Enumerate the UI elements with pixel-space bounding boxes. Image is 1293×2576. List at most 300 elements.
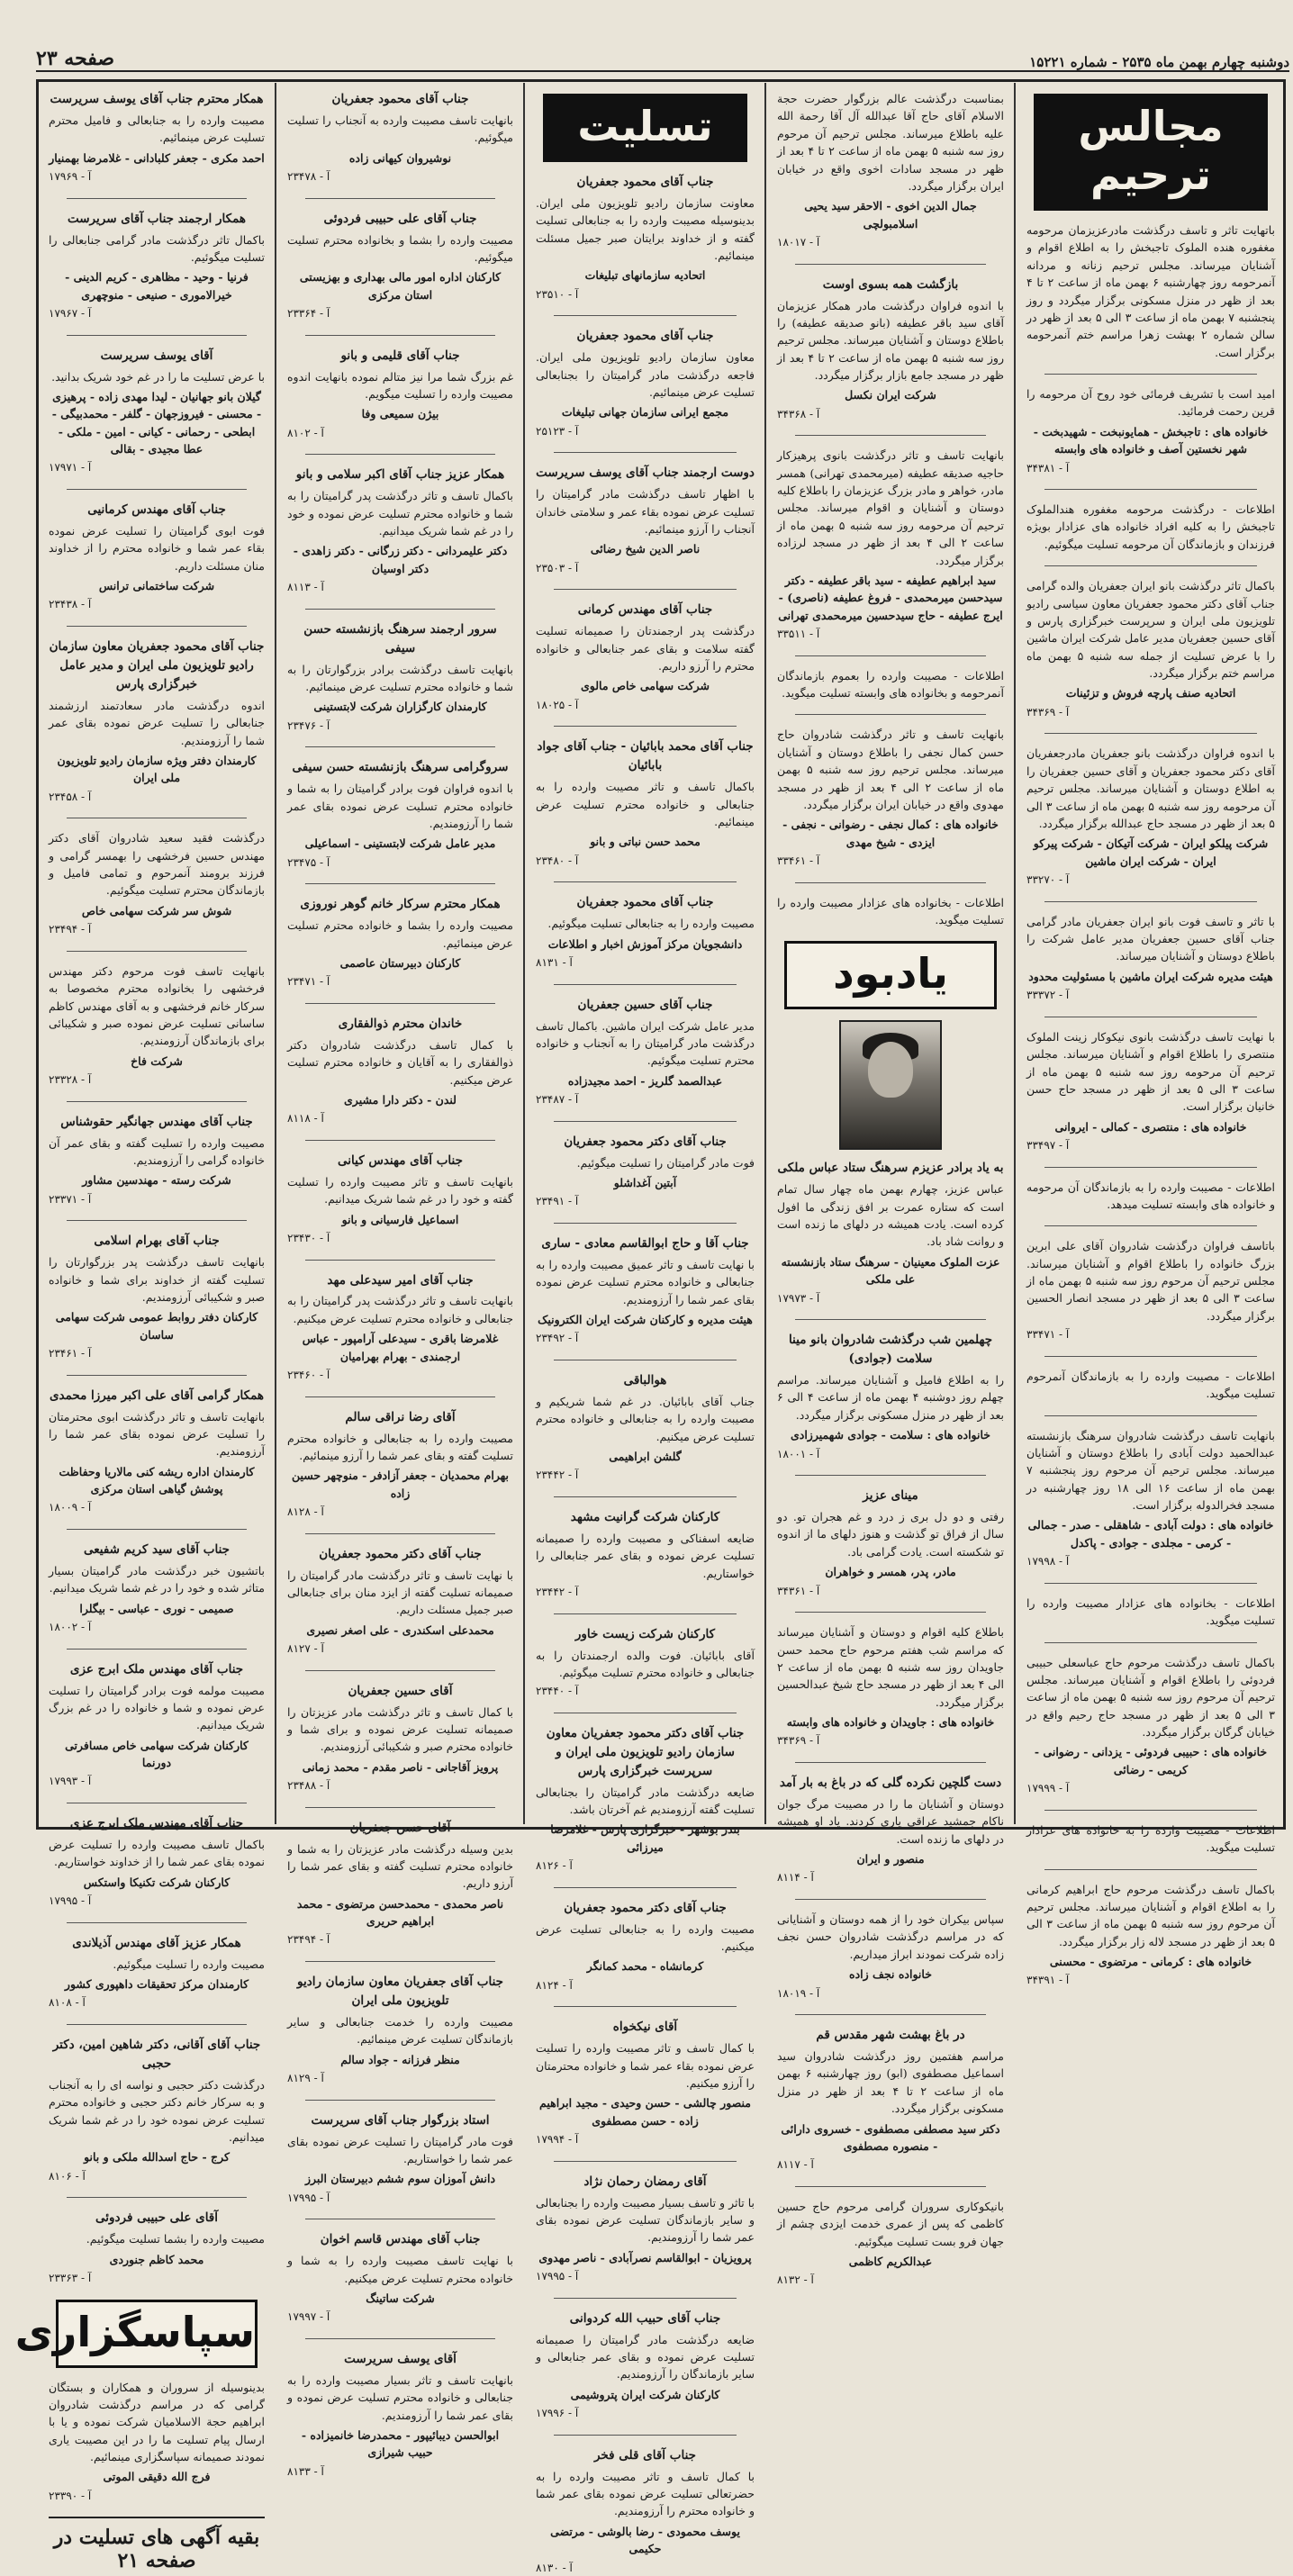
notice-ad-code: آ - ۱۷۹۹۵ <box>536 2270 579 2283</box>
notice <box>287 1545 513 1658</box>
notice-title: مینای عزیز <box>863 1488 918 1504</box>
photo-face <box>868 1042 913 1098</box>
notice-list <box>1026 221 1275 1989</box>
notice-separator <box>305 1670 495 1671</box>
notice-separator <box>554 1223 737 1224</box>
notice-signature: کارمندان کارگزاران شرکت لابتستینی <box>313 700 487 714</box>
notice-separator <box>554 881 737 882</box>
notice <box>536 173 755 303</box>
notice-separator <box>305 883 495 884</box>
notice-body: مدیر عامل شرکت ایران ماشین. باکمال تاسف درگذشت مادر گرامیتان را به آنجناب و خانواده محترم تسلیت میگوئیم. <box>536 1018 755 1068</box>
notice-separator <box>1044 1225 1257 1226</box>
notice-signature: هیئت مدیره و کارکنان شرکت ایران الکترونیک <box>538 1312 753 1326</box>
notice-signature: دکتر سید مصطفی مصطفوی - خسروی دارائی - منصوره مصطفوی <box>781 2121 1000 2153</box>
notice-separator <box>554 1613 737 1614</box>
notice-signature: شرکت رسته - مهندسین مشاور <box>82 1173 231 1188</box>
notice-separator <box>554 1887 737 1888</box>
notice-signature: صمیمی - نوری - عباسی - بیگلرا <box>79 1601 234 1615</box>
notice-signature: کارکنان دبیرستان عاصمی <box>339 955 461 970</box>
notice-separator <box>795 1612 986 1613</box>
notice-ad-code: آ - ۱۷۹۹۶ <box>536 2407 579 2420</box>
notice-separator <box>554 1121 737 1122</box>
notice-separator <box>67 1922 247 1923</box>
notice-signature: ناصر الدین شیخ رضائی <box>590 542 701 556</box>
notice-separator <box>1044 1415 1257 1416</box>
notice-ad-code: آ - ۸۱۰۸ <box>49 1996 86 2010</box>
notice <box>1026 221 1275 361</box>
notice-signature: خانواده های : کمال نجفی - رضوانی - نجفی - ایزدی - شیخ مهدی <box>782 818 999 849</box>
notice-ad-code: آ - ۸۱۲۷ <box>287 1642 324 1656</box>
issue-date-line: دوشنبه چهارم بهمن ماه ۲۵۳۵ - شماره ۱۵۲۲۱ <box>1029 54 1289 70</box>
notice-signature: محمد کاظم جنوردی <box>109 2252 204 2266</box>
notice <box>536 893 755 971</box>
notice <box>49 347 265 476</box>
notice-separator <box>795 1762 986 1763</box>
column-majales-tarhim <box>1017 83 1284 1987</box>
notice-list <box>49 90 265 2287</box>
notice-body: جناب آقای بابائیان. در غم شما شریکیم و مصیبت وارده را به جنابعالی و خانواده محترم تسلیت عرض میکنیم. <box>536 1394 755 1443</box>
notice-ad-code: آ - ۲۳۴۷۸ <box>287 170 330 184</box>
notice <box>536 2018 755 2147</box>
notice-ad-code: آ - ۱۸۰۱۷ <box>777 236 820 249</box>
notice-ad-code: آ - ۲۵۱۲۳ <box>536 424 579 438</box>
notice-body: بانهایت تاسف درگذشت برادر بزرگوارتان را به شما و خانواده محترم تسلیت عرض مینمائیم. <box>287 662 513 693</box>
notice-body: باکمال تاثر درگذشت مادر گرامی جنابعالی را تسلیت میگوئیم. <box>49 232 265 264</box>
notice-separator <box>554 2435 737 2436</box>
notice-separator <box>67 951 247 952</box>
notice <box>536 464 755 576</box>
notice <box>1026 1821 1275 1857</box>
notice-body: اطلاعات - درگذشت مرحومه مغفوره هندالملوک تاجبخش را به کلیه افراد خانواده های عزادار بویژه فرزندان و بازماندگان آن مرحومه تسلیت میگوئیم. <box>1026 502 1275 551</box>
notice-body: دوستان و آشنایان ما را در مصیبت مرگ جوان ناکام جمشید عراقی یاری کردند. یاد او همیشه در دلهای ما زنده است. <box>777 1796 1004 1846</box>
notice-separator <box>67 2024 247 2025</box>
notice <box>536 2309 755 2422</box>
notice <box>536 1133 755 1210</box>
notice-separator <box>795 2014 986 2015</box>
notice-signature: آبتین آغداشلو <box>613 1175 677 1189</box>
notice <box>287 1271 513 1384</box>
notice-title: جناب آقای دکتر محمود جعفریان <box>564 1900 727 1915</box>
notice-title: جناب آقای قلی فخر <box>593 2447 697 2463</box>
notice-signature: بیژن سمیعی وفا <box>361 407 439 421</box>
notice-signature: گلشن ابراهیمی <box>609 1449 682 1463</box>
notice-title: جناب آقای دکتر محمود جعفریان <box>319 1546 482 1561</box>
notice-list <box>287 90 513 2480</box>
notice-body: ضایعه درگذشت مادر گرامیتان را بجنابعالی تسلیت گفته آرزومندیم غم آخرتان باشد. <box>536 1785 755 1816</box>
notice-signature: ابوالحسن دیبائیپور - محمدرضا خانمیزاده - حبیب شیرازی <box>301 2427 500 2460</box>
notice <box>536 1508 755 1601</box>
notice-ad-code: آ - ۸۱۳۱ <box>536 956 573 970</box>
notice-signature: شوش سر شرکت سهامی خاص <box>81 903 232 917</box>
notice-title: جناب آقای قلیمی و بانو <box>340 348 460 363</box>
notice-body: باتاسف فراوان درگذشت شادروان آقای علی ابرین بزرگ خانواده را باطلاع اقوام و آشنایان میرساند. مجلس ترحیم آن مرحوم روز سه شنبه ۵ بهمن ماه از ساعت ۳ الی ۵ بعد از ظهر در مسجد انصار الحسین برگزار میگردد. <box>1026 1239 1275 1323</box>
column-tasliyat-3 <box>14 83 274 2573</box>
notice-separator <box>67 198 247 199</box>
notice-separator <box>67 489 247 490</box>
section-heading-yadbood: یادبود <box>784 941 997 1009</box>
notice <box>536 601 755 713</box>
notice-ad-code: آ - ۳۴۳۶۹ <box>777 1734 820 1748</box>
notice-ad-code: آ - ۱۷۹۹۸ <box>1026 1555 1070 1568</box>
notice-title: دوست ارجمند جناب آقای یوسف سریرست <box>536 465 755 481</box>
notice <box>1026 913 1275 1004</box>
notice-separator <box>305 335 495 336</box>
notice-body: با عرض تسلیت ما را در غم خود شریک بدانید. <box>51 369 265 384</box>
notice <box>49 90 265 185</box>
notice-body: را به اطلاع فامیل و آشنایان میرساند. مراسم چهلم روز دوشنبه ۴ بهمن ماه از ساعت ۴ الی ۶ بعد از ظهر در منزل مسکونی برگزار میگردد. <box>777 1373 1004 1422</box>
notice <box>49 1387 265 1516</box>
notice-ad-code: آ - ۳۴۳۶۱ <box>777 1584 820 1597</box>
notice-title: آقای حسین جعفریان <box>348 1683 453 1698</box>
notice-body: با نهایت تاسف مصیبت وارده را به شما و خانواده محترم تسلیت عرض میکنیم. <box>287 2254 513 2285</box>
notice-body: درگذشت دکتر حجبی و نواسه ای را به آنجناب و به سرکار خانم دکتر حجبی و خانواده محترم تسلیت عرض نموده خود را در غم شما شریک میدانیم. <box>49 2077 265 2144</box>
notice-signature: کرج - حاج اسدالله ملکی و بانو <box>84 2150 230 2165</box>
notice <box>777 447 1004 642</box>
notice <box>1026 745 1275 888</box>
notice-body: با اظهار تاسف درگذشت مادر گرامیتان را تسلیت عرض نموده بقاء عمر و سلامتی خاندان آنجناب را آرزو مینمائیم. <box>536 487 755 537</box>
notice-ad-code: آ - ۲۳۵۱۰ <box>536 287 579 301</box>
page-number: صفحه ۲۳ <box>36 47 115 70</box>
notice-ad-code: آ - ۲۳۴۸۰ <box>536 854 579 867</box>
notice-signature: خانواده های : منتصری - کمالی - ایروانی <box>1054 1119 1247 1134</box>
notice <box>777 1774 1004 1886</box>
notice-signature: کارمندان اداره ریشه کنی مالاریا وحفاظت پوشش گیاهی استان مرکزی <box>59 1464 255 1496</box>
notice-body: مصیبت وارده را تسلیت میگوئیم. <box>113 1957 265 1971</box>
column-tarhim-yadbood <box>768 83 1013 2287</box>
notice-body: با تاثر و تاسف فوت بانو ایران جعفریان مادر گرامی جناب آقای حسین جعفریان مدیر عامل شرکت را باطلاع دوستان و آشنایان میرساند. <box>1026 914 1275 963</box>
notice-body: بانهایت تاسف و تاثر مصیبت وارده را تسلیت گفته و خود را در غم شما شریک میدانیم. <box>287 1174 513 1207</box>
column-tasliyat-2 <box>278 83 522 2478</box>
notice-separator <box>1044 1356 1257 1357</box>
notice-body: مصیبت مولمه فوت برادر گرامیتان را تسلیت عرض نموده و شما و خانواده را در غم بزرگ شریک میدانیم. <box>49 1683 265 1732</box>
notice-title: جناب آقای علی حبیبی فردوئی <box>323 211 477 226</box>
notice-separator <box>305 1140 495 1141</box>
notice-separator <box>554 315 737 316</box>
notice-ad-code: آ - ۲۳۴۵۸ <box>49 790 92 803</box>
notice <box>1026 1179 1275 1214</box>
notice-separator <box>67 335 247 336</box>
notice-ad-code: آ - ۳۳۳۷۲ <box>1026 989 1070 1002</box>
notice-body: فوت ابوی گرامیتان را تسلیت عرض نموده بقاء عمر شما و خانواده محترم را از خداوند منان مسئلت داریم. <box>49 523 265 573</box>
notice-signature: سید ابراهیم عطیفه - سید باقر عطیفه - دکتر سیدحسن میرمحمدی - فروغ عطیفه (ناصری) - ایرج عطیفه - حاج سیدحسین میرمحمدی تهرانی <box>778 573 1003 622</box>
notice <box>536 1899 755 1994</box>
notice-title: جناب آقای مهندس قاسم اخوان <box>320 2232 481 2247</box>
notice <box>1026 1368 1275 1403</box>
notice-title: جناب آقای مهندس کرمانی <box>577 602 713 618</box>
notice-ad-code: آ - ۲۳۴۷۱ <box>287 975 330 989</box>
notice-signature: محمد حسن نباتی و بانو <box>590 835 701 849</box>
notice-ad-code: آ - ۱۸۰۰۹ <box>49 1501 92 1514</box>
notice-title: در باغ بهشت شهر مقدس قم <box>816 2028 965 2043</box>
notice-title: آقای نیکخواه <box>612 2020 678 2035</box>
notice-signature: شرکت فاخ <box>131 1053 183 1068</box>
notice-separator <box>554 2006 737 2007</box>
notice-separator <box>795 264 986 265</box>
notice-signature: نوشیروان کیهانی زاده <box>348 150 452 165</box>
notice <box>536 996 755 1108</box>
notice-title: آقای حسن جعفریان <box>349 1820 451 1835</box>
notice-separator <box>305 2100 495 2101</box>
notice <box>49 637 265 805</box>
notice-body: اطلاعات - مصیبت وارده را به خانواده های عزادار تسلیت میگوید. <box>1026 1822 1275 1855</box>
notice-body: با نهایت تاسف و تاثر عمیق مصیبت وارده را به جنابعالی و خانواده محترم تسلیت عرض نموده بقای عمر شما را آرزومندیم. <box>536 1257 755 1306</box>
notice-body: بانهایت تاسف درگذشت پدر بزرگوارتان را تسلیت گفته از خداوند برای شما و خانواده صبر و شکیبائی آرزومندیم. <box>49 1255 265 1304</box>
notice-title: سروگرامی سرهنگ بازنشسته حسن سیفی <box>292 760 509 775</box>
notice-body: باکمال تاسف مصیبت وارده را تسلیت عرض نموده بقای عمر شما را از خداوند خواستاریم. <box>49 1837 265 1869</box>
notice-body: بانهایت تاسف فوت مرحوم دکتر مهندس فرخشهی را بخانواده محترم مخصوصا به سرکار خانم فرخشهی و به آقای مهندس کاظم ساسانی تسلیت عرض نموده صبر و شکیبائی برای بازماندگان آرزومندیم. <box>49 963 265 1048</box>
masthead <box>36 34 1289 72</box>
notice-body: اطلاعات - بخانواده های عزادار مصیبت وارده را تسلیت میگوید. <box>1026 1595 1275 1628</box>
notice-ad-code: آ - ۲۳۳۷۱ <box>49 1192 92 1206</box>
notice-title: چهلمین شب درگذشت شادروان بانو مینا سلامت (جوادی) <box>788 1333 993 1367</box>
notice-separator <box>795 655 986 656</box>
notice-separator <box>67 1220 247 1221</box>
notice-separator <box>305 1260 495 1261</box>
notice-body: با کمال تاسف و تاثر مصیبت وارده را به حضرتعالی تسلیت عرض نموده بقای عمر شما و خانواده محترم را آرزومندیم. <box>536 2469 755 2518</box>
notice-ad-code: آ - ۲۳۴۸۸ <box>287 1779 330 1793</box>
notice <box>287 620 513 735</box>
notice-separator <box>795 1319 986 1320</box>
notice-separator <box>67 1375 247 1376</box>
notice-ad-code: آ - ۱۸۰۱۹ <box>777 1986 820 2000</box>
notice-ad-code: آ - ۳۳۴۹۷ <box>1026 1139 1070 1152</box>
notice-signature: عبدالصمد گلریز - احمد مجیدزاده <box>567 1073 723 1088</box>
thanks-code: آ - ۲۳۳۹۰ <box>49 2489 92 2502</box>
notice <box>49 1541 265 1636</box>
notice-body: بانهایت تاسف و تاثر درگذشت بانوی پرهیزکار حاجیه صدیقه عطیفه (میرمحمدی تهرانی) همسر مادر، خواهر و مادر بزرگ عزیزمان را باطلاع کلیه دوستان و آشنایان و اقوام میرساند. مجلس ترحیم آن مرحومه روز سه شنبه ۵ بهمن ماه از ساعت ۲ الی ۴ بعد از ظهر در مسجد لرزاده برگزار میگردد. <box>777 448 1004 567</box>
notice-signature: کارکنان اداره امور مالی بهداری و بهزیستی استان مرکزی <box>299 270 502 302</box>
notice <box>777 1159 1004 1306</box>
notice-separator <box>795 714 986 715</box>
section-heading-sepasgozari: سپاسگزاری <box>56 2300 258 2368</box>
notice-signature: مادر، پدر، همسر و خواهران <box>825 1565 956 1579</box>
notice-body: سپاس بیکران خود را از همه دوستان و آشنایانی که در مراسم درگذشت شادروان حسن نجف زاده شرکت نمودند ابراز میداریم. <box>777 1912 1004 1961</box>
notice-ad-code: آ - ۸۱۲۸ <box>287 1505 324 1518</box>
notice-list <box>777 90 1004 928</box>
notice-title: به یاد برادر عزیزم سرهنگ ستاد عباس ملکی <box>777 1161 1004 1176</box>
notice-signature: یوسف محمودی - رضا بالوشی - مرتضی حکیمی <box>550 2524 740 2556</box>
notice-signature: خانواده های : جاویدان و خانواده های وابسته <box>786 1715 995 1730</box>
notice-ad-code: آ - ۲۳۴۴۲ <box>536 1469 579 1482</box>
notice-title: جناب آقای محمد بابائیان - جناب آقای جواد بابائیان <box>537 739 754 773</box>
notice-title: جناب آقای دکتر محمود جعفریان <box>564 1134 727 1149</box>
notice <box>1026 1237 1275 1342</box>
notice-body: مصیبت وارده را به جنابعالی و فامیل محترم تسلیت عرض مینمائیم. <box>49 113 265 145</box>
notice-separator <box>795 882 986 883</box>
notice-title: همکار محترم سرکار خانم گوهر نوروزی <box>300 897 501 912</box>
notice <box>287 347 513 442</box>
notice-body: مصیبت وارده را به جنابعالی تسلیت میگوئیم. <box>547 917 755 931</box>
notice-signature: خانواده های : دولت آبادی - شاهقلی - صدر - جمالی - کرمی - مجلدی - جوادی - پاکدل <box>1027 1518 1274 1550</box>
notice <box>287 90 513 185</box>
notice-separator <box>1044 565 1257 566</box>
notice-ad-code: آ - ۲۳۴۶۰ <box>287 1368 330 1381</box>
notice-ad-code: آ - ۸۱۱۴ <box>777 1871 814 1885</box>
notice-ad-code: آ - ۳۴۳۶۹ <box>1026 705 1070 719</box>
notice <box>49 2036 265 2184</box>
thanks-notice <box>49 2379 265 2505</box>
notice <box>287 758 513 871</box>
notice <box>1026 385 1275 476</box>
notice-body: مراسم هفتمین روز درگذشت شادروان سید اسماعیل مصطفوی (ابو) روز چهارشنبه ۶ بهمن ماه از ساعت ۲ تا ۴ بعد از ظهر در منزل مسکونی برگزار میگردد. <box>777 2049 1005 2116</box>
notice-signature: شرکت سهامی خاص مالوی <box>580 679 710 693</box>
notice-title: همکار محترم جناب آقای یوسف سریرست <box>50 92 264 106</box>
notice-body: اندوه درگذشت مادر سعادتمند ارزشمند جنابعالی را تسلیت عرض نموده بقای عمر شما را آرزومندیم. <box>49 698 265 747</box>
notice-signature: اتحادیه سازمانهای تبلیغات <box>584 268 706 283</box>
notice-ad-code: آ - ۲۳۴۳۸ <box>49 598 92 611</box>
notice-ad-code: آ - ۱۷۹۷۳ <box>777 1291 820 1305</box>
notice-title: جناب آقای دکتر محمود جعفریان معاون سازمان رادیو تلویزیون ملی ایران و سرپرست خبرگزاری پارس <box>546 1725 745 1778</box>
notice-title: آقای یوسف سریرست <box>100 348 213 363</box>
notice-ad-code: آ - ۲۳۴۴۰ <box>536 1685 579 1698</box>
notice-separator <box>554 2298 737 2299</box>
notice-separator <box>554 726 737 727</box>
notice-signature: گیلان بانو جهانیان - لیدا مهدی زاده - پرهیزی - محسنی - فیروزجهان - گلفر - محمدبیگی - ابطحی - رحمانی - کیانی - امین - ملکی - عطا مجیدی - بقالی <box>51 389 262 456</box>
notice-ad-code: آ - ۸۱۱۷ <box>777 2158 814 2172</box>
notice-separator <box>1044 1810 1257 1811</box>
notice-body: مصیبت وارده را بشما و خانواده محترم تسلیت عرض مینمائیم. <box>287 918 513 950</box>
notice-separator <box>305 746 495 747</box>
notice <box>777 1487 1004 1599</box>
notice-signature: کارمندان مرکز تحقیقات داهپوری کشور <box>64 1977 249 1991</box>
notice <box>49 1232 265 1361</box>
notice-ad-code: آ - ۲۳۳۲۸ <box>49 1073 92 1087</box>
notice <box>287 1152 513 1247</box>
notice-signature: منظر فرزانه - جواد سالم <box>340 2052 460 2066</box>
notice-separator <box>1044 1869 1257 1870</box>
notice-signature: جمال الدین اخوی - الاحقر سید یحیی اسلامبولچی <box>804 199 977 230</box>
notice-separator <box>305 1533 495 1534</box>
notice-signature: کارکنان شرکت تکنیکا واستکس <box>83 1875 231 1889</box>
notice-signature: بهرام محمدیان - جعفر آزادفر - منوچهر حسین زاده <box>291 1469 510 1500</box>
notice-body: باتهایت تاثر و تاسف درگذشت مادرعزیزمان مرحومه مغفوره هنده الملوک تاجبخش را به اطلاع اقوام و آشنایان میرساند. مجلس ترحیم زنانه و مردانه آنمرحومه روز چهارشنبه ۶ بهمن ماه از ساعت ۲ تا ۴ بعد از ظهر در منزل مسکونی برگزار میگردد و روز پنجشنبه ۷ بهمن ماه از ساعت ۳ الی ۵ بعد از ظهر در سالن شماره ۲ بهشت زهرا مراسم ختم آنمرحومه برگزار است. <box>1026 223 1275 359</box>
column-divider <box>275 83 276 1824</box>
notice-separator <box>305 198 495 199</box>
notice <box>777 894 1004 929</box>
notice-separator <box>305 454 495 455</box>
notice-list <box>536 173 755 2576</box>
notice <box>1026 1427 1275 1570</box>
notice-ad-code: آ - ۱۷۹۹۹ <box>1026 1782 1070 1795</box>
column-divider <box>1014 83 1016 1824</box>
notice-body: باطلاع کلیه اقوام و دوستان و آشنایان میرساند که مراسم شب هفتم مرحوم حاج محمد حسن جاویدان روز سه شنبه ۵ بهمن ماه از ساعت ۲ الی ۴ بعد از ظهر در مسجد حاج شیخ عبدالحسین برگزار میگردد. <box>777 1625 1004 1709</box>
notice <box>536 327 755 439</box>
notice-ad-code: آ - ۸۱۳۲ <box>777 2273 814 2287</box>
notice-signature: مدیر عامل شرکت لابتستینی - اسماعیلی <box>304 836 496 851</box>
notice-signature: شرکت پیلکو ایران - شرکت آتیکان - شرکت پیرکو ایران - شرکت ایران ماشین <box>1033 836 1269 868</box>
notice <box>287 2350 513 2480</box>
notice-separator <box>67 1649 247 1650</box>
notice-body: مصیبت وارده را به جنابعالی و خانواده محترم تسلیت گفته و بقای عمر شما را آرزو مینمائیم. <box>287 1431 513 1462</box>
notice-separator <box>305 609 495 610</box>
thanks-signature: فرج الله دقیقی الموتی <box>103 2470 211 2484</box>
notice-body: فوت مادر گرامیتان را تسلیت میگوئیم. <box>576 1155 755 1170</box>
notice-title: جناب آقای مهندس ملک ابرج عزی <box>69 1816 244 1831</box>
notice-signature: خانواده های : کرمانی - مرتضوی - محسنی <box>1049 1955 1252 1968</box>
notice-ad-code: آ - ۲۳۴۹۲ <box>536 1332 579 1345</box>
notice-signature: اسماعیل فارسیانی و بانو <box>341 1212 459 1226</box>
notice-separator <box>305 1961 495 1962</box>
notice <box>777 1331 1004 1462</box>
notice-body: باکمال تاسف و تاثر درگذشت پدر گرامیتان را به شما و خانواده محترم تسلیت عرض نموده و خود را در غم شما شریک میدانیم. <box>287 489 513 538</box>
section-heading-majales-tarhim: مجالس ترحیم <box>1034 94 1268 211</box>
notice-title: کارکنان شرکت گرانیت مشهد <box>570 1509 720 1524</box>
notice-title: آقای یوسف سریرست <box>344 2351 457 2366</box>
notice-signature: لندن - دکتر دارا مشیری <box>344 1092 457 1107</box>
notice-separator <box>1044 901 1257 902</box>
notice <box>287 1819 513 1948</box>
notice-title: همکار ارجمند جناب آقای سریرست <box>67 211 247 226</box>
notice-list <box>777 1159 1004 2289</box>
notice-ad-code: آ - ۱۷۹۶۹ <box>49 170 92 184</box>
notice <box>1026 1654 1275 1797</box>
notice-ad-code: آ - ۸۱۰۶ <box>49 2169 86 2183</box>
notice-ad-code: آ - ۱۷۹۷۱ <box>49 461 92 475</box>
notice-signature: عبدالکریم کاظمی <box>848 2254 933 2268</box>
notice-signature: اتحادیه صنف پارچه فروش و تزئینات <box>1065 686 1236 700</box>
notice <box>49 829 265 937</box>
notice-ad-code: آ - ۸۱۳۰ <box>536 2561 573 2574</box>
notice-title: جناب آقای مهندس کیانی <box>338 1152 463 1168</box>
notice-body: با نهایت تاسف درگذشت بانوی نیکوکار زینت الملوک منتصری را باطلاع اقوام و آشنایان میرساند. مجلس ترحیم آن مرحومه روز سه شنبه ۵ بهمن ماه از ساعت ۳ الی ۵ بعد از ظهر در مسجد حاج حسن خانیان برگزار است. <box>1026 1029 1275 1114</box>
notice-title: جناب آقای جعفریان معاون سازمان رادیو تلویزیون ملی ایران <box>296 1975 504 2008</box>
notice <box>1026 1881 1275 1989</box>
notice <box>536 1625 755 1700</box>
notice-body: بانهایت تاسف و تاثر بسیار مصیبت وارده را به جنابعالی و خانواده محترم تسلیت عرض نموده و بقای عمر شما را آرزومندیم. <box>287 2373 513 2422</box>
notice-ad-code: آ - ۳۴۳۸۱ <box>1026 461 1070 475</box>
notice-ad-code: آ - ۲۳۴۴۲ <box>536 1586 579 1598</box>
notice-ad-code: آ - ۳۳۴۶۱ <box>777 854 820 868</box>
notice-separator <box>1044 1167 1257 1168</box>
notice-title: جناب آقای آقانی، دکتر شاهین امین، دکتر حجبی <box>52 2037 261 2071</box>
notice-body: با کمال تاسف درگذشت شادروان دکتر ذوالفقاری را به آقایان و خانواده محترم تسلیت عرض میکنیم. <box>287 1037 513 1087</box>
notice-ad-code: آ - ۲۳۴۹۱ <box>536 1195 579 1208</box>
notice-title: جناب آقای سید کریم شفیعی <box>84 1542 230 1558</box>
notice-title: جناب آقای بهرام اسلامی <box>94 1234 220 1249</box>
notice-separator <box>554 589 737 590</box>
notice-body: بانهایت تاسف مصیبت وارده به آنجناب را تسلیت میگوئیم. <box>287 113 513 145</box>
notice-signature: دانشجویان مرکز آموزش اخبار و اطلاعات <box>547 936 743 951</box>
notice <box>536 2173 755 2285</box>
notice-ad-code: آ - ۸۱۱۳ <box>287 581 324 594</box>
notice-body: با کمال تاسف و تاثر درگذشت مادر عزیزتان را صمیمانه تسلیت عرض نموده و برای شما و خانواده محترم صبر و شکیبائی آرزومندیم. <box>287 1704 513 1754</box>
notice-title: جناب آقای امیر سیدعلی مهد <box>327 1272 474 1288</box>
notice-title: جناب آقای مهندس جهانگیر حقوشناس <box>60 1114 253 1129</box>
notice-title: جناب آقای حسین جعفریان <box>577 997 713 1012</box>
notice <box>287 210 513 322</box>
notice-body: باکمال تاثر درگذشت بانو ایران جعفریان والده گرامی جناب آقای دکتر محمود جعفریان معاون سیاسی رادیو تلویزیون ملی ایران و سرپرست خبرگزاری پارس و آقای حسین جعفریان مدیر عامل شرکت ایران ماشین را با عرض تسلیت از جمله سه شنبه ۵ بهمن ماه مراسم ختم برگزار میگردد. <box>1026 579 1275 681</box>
notice-ad-code: آ - ۱۸۰۲۵ <box>536 698 579 711</box>
notice-signature: کارکنان دفتر روابط عمومی شرکت سهامی ساسان <box>55 1310 258 1342</box>
notice-title: جناب آقای حبیب الله کردوانی <box>569 2310 721 2326</box>
notice <box>777 90 1004 251</box>
notice-signature: شرکت ایران نکسل <box>845 388 936 402</box>
notice <box>49 501 265 613</box>
notice-body: با نهایت تاسف و تاثر درگذشت مادر گرامیتان را صمیمانه تسلیت گفته از ایزد منان برای جنابعالی صبر جمیل مسئلت داریم. <box>287 1568 513 1617</box>
notice-ad-code: آ - ۸۱۳۳ <box>287 2464 324 2478</box>
notice <box>536 2446 755 2576</box>
notice-title: خاندان محترم ذوالفقاری <box>338 1016 463 1031</box>
notice-signature: دکتر علیمردانی - دکتر زرگانی - دکتر زاهدی - دکتر اوسیان <box>293 544 508 575</box>
notice-body: بمناسبت درگذشت عالم بزرگوار حضرت حجة الاسلام آقای حاج آقا عبدالله آل آقا رحمة الله علیه باطلاع میرساند. مجلس ترحیم آن مرحوم روز سه شنبه ۵ بهمن ماه از ساعت ۲ تا ۴ بعد از ظهر در مسجد سادات اخوی واقع در خیابان ایران برگزار میگردد. <box>777 92 1004 193</box>
notice-body: معاونت سازمان رادیو تلویزیون ملی ایران. بدینوسیله مصیبت وارده را به جنابعالی تسلیت گفته و از خداوند برایتان صبر جمیل مسئلت مینمائیم. <box>536 195 755 263</box>
notice-ad-code: آ - ۳۳۵۱۱ <box>777 628 820 641</box>
notice-title: جناب آقای محمود جعفریان <box>576 895 714 910</box>
notice-body: باکمال تاسف درگذشت مرحوم حاج عباسعلی حبیبی فردوئی را باطلاع اقوام و آشنایان میرساند. مجلس ترحیم آن مرحوم روز سه شنبه ۵ بهمن ماه از ساعت ۳ الی ۵ بعد از ظهر در مسجد حاج رحیم واقع در خیابان گرگان برگزار میگردد. <box>1026 1655 1275 1740</box>
notice-ad-code: آ - ۲۳۳۶۳ <box>49 2271 92 2284</box>
notice-body: بانهایت تاسف و تاثر درگذشت پدر گرامیتان را به جنابعالی و خانواده محترم تسلیت عرض میکنیم. <box>287 1294 513 1325</box>
notice <box>1026 577 1275 720</box>
